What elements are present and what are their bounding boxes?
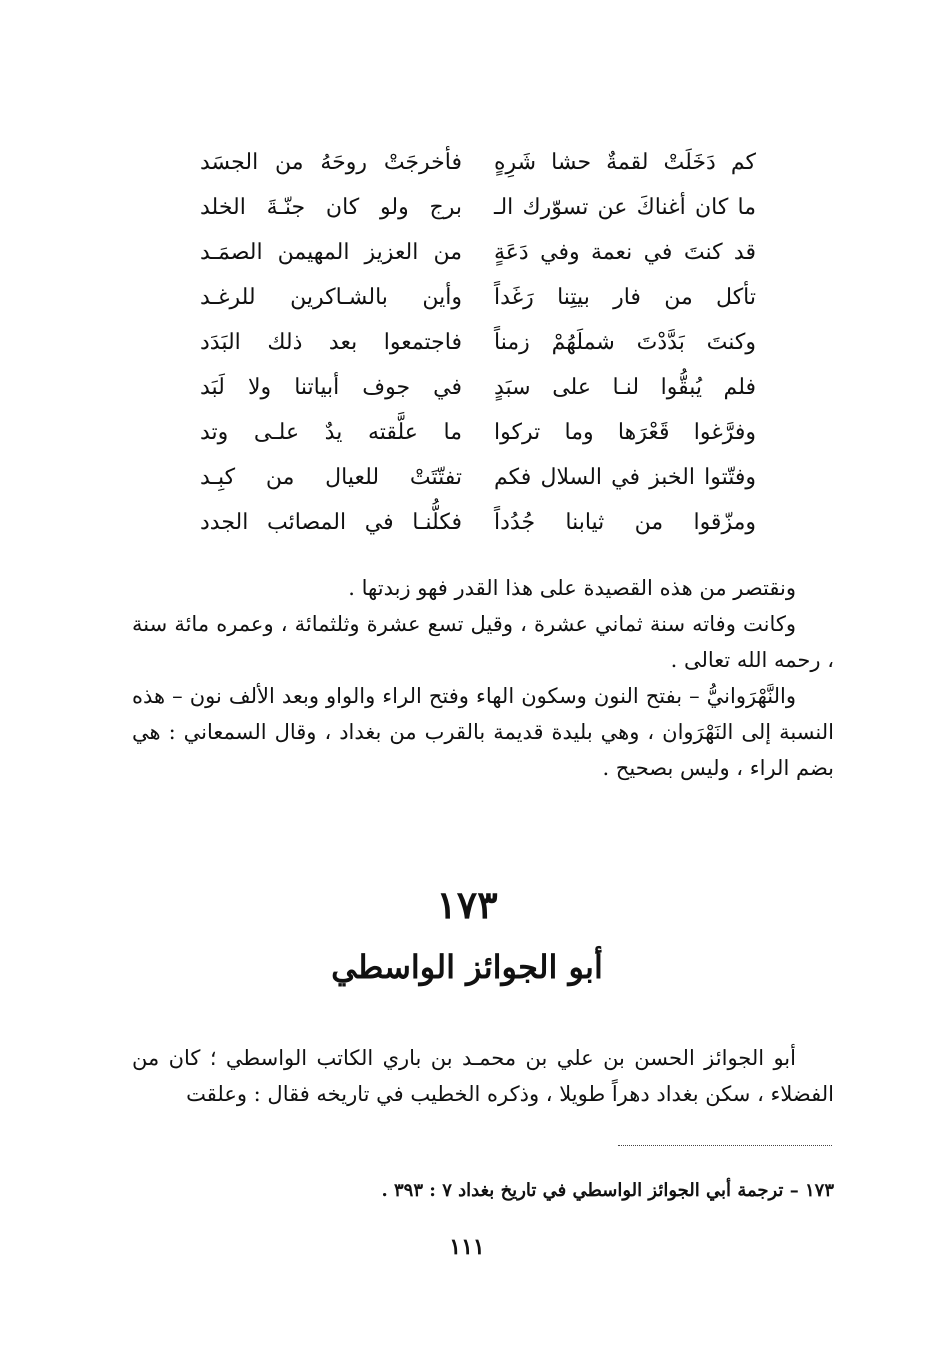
footnote-divider (618, 1145, 832, 1146)
verse-first-hemistich: وفتّتوا الخبز في السلال فكم (494, 465, 756, 490)
paragraph: أبو الجوائز الحسن بن علي بن محمـد بن باري الكاتب الواسطي ؛ كان من الفضلاء ، سكن بغداد دهراً طويلا ، وذكره الخطيب في تاريخه فقال : وعلقت (132, 1046, 834, 1106)
entry-title: أبو الجوائز الواسطي (331, 948, 603, 986)
verse-second-hemistich: ما علَّقته يدٌ علـى وتد (200, 420, 462, 445)
verse-first-hemistich: ومزّقوا من ثيابنا جُدُداً (494, 510, 756, 535)
verse-row (200, 500, 756, 545)
verse-second-hemistich: في جوف أبياتنا ولا لَبَد (200, 375, 462, 400)
verse-second-hemistich: وأين بالشـاكرين للرغـد (200, 285, 462, 310)
entry-number: ١٧٣ (436, 882, 498, 927)
prose-block-1 (132, 570, 834, 786)
footnote: ١٧٣ – ترجمة أبي الجوائز الواسطي في تاريخ بغداد ٧ : ٣٩٣ . (381, 1180, 834, 1201)
verse-first-hemistich: تأكل من فار بيتِنا رَغَداً (494, 285, 756, 310)
paragraph: وكانت وفاته سنة ثماني عشرة ، وقيل تسع عشرة وثلثمائة ، وعمره مائة سنة ، رحمه الله تعالى . (132, 612, 834, 672)
verse-first-hemistich: كم دَخَلَتْ لقمةٌ حشا شَرِهٍ (494, 150, 756, 175)
verse-second-hemistich: تفتّتَتْ للعيال من كبِـد (200, 465, 462, 490)
verse-second-hemistich: من العزيز المهيمن الصمَـد (200, 240, 462, 265)
verse-first-hemistich: ما كان أغناكَ عن تسوّرك الـ (494, 195, 756, 220)
poem-block (200, 140, 756, 545)
verse-row (200, 455, 756, 500)
verse-second-hemistich: فكلُّنـا في المصائب الجدد (200, 510, 462, 535)
verse-first-hemistich: فلم يُبقُّوا لنـا على سبَدٍ (494, 375, 756, 400)
verse-second-hemistich: برج ولو كان جنّـةَ الخلد (200, 195, 462, 220)
verse-row (200, 275, 756, 320)
verse-first-hemistich: وفرَّغوا قَعْرَها وما تركوا (494, 420, 756, 445)
verse-row (200, 410, 756, 455)
paragraph: ونقتصر من هذه القصيدة على هذا القدر فهو زبدتها . (348, 576, 796, 600)
paragraph: والنَّهْرَوانيُّ – بفتح النون وسكون الهاء وفتح الراء والواو وبعد الألف نون – هذه النسبة إلى النَهْرَوان ، وهي بليدة قديمة بالقرب من بغداد ، وقال السمعاني : هي بضم الراء ، وليس بصحيح . (132, 684, 834, 780)
verse-second-hemistich: فاجتمعوا بعد ذلك البَدَد (200, 330, 462, 355)
verse-first-hemistich: وكنتَ بَدَّدْتَ شملَهُمْ زمناً (494, 330, 756, 355)
verse-row (200, 320, 756, 365)
verse-row (200, 140, 756, 185)
verse-row (200, 185, 756, 230)
page-number: ١١١ (449, 1234, 485, 1260)
verse-first-hemistich: قد كنتَ في نعمة وفي دَعَةٍ (494, 240, 756, 265)
verse-row (200, 365, 756, 410)
prose-block-2 (132, 1040, 834, 1112)
verse-second-hemistich: فأخرجَتْ روحَهُ من الجسَد (200, 150, 462, 175)
verse-row (200, 230, 756, 275)
